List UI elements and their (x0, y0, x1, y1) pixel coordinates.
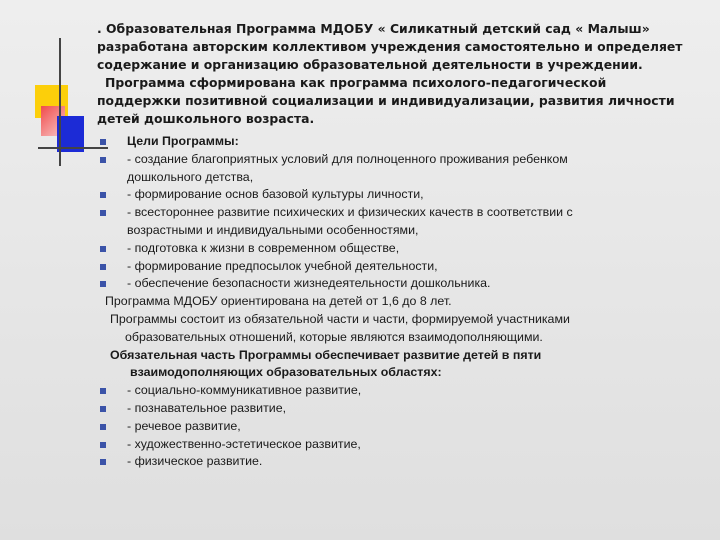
intro-line: детей дошкольного возраста. (97, 111, 315, 126)
bullet-square-icon (100, 388, 106, 394)
goal-item (100, 151, 700, 187)
goal-item (100, 275, 700, 293)
goals-title: Цели Программы: (127, 134, 239, 148)
bullet-square-icon (100, 406, 106, 412)
intro-line: Программа сформирована как программа психолого-педагогической (105, 75, 607, 90)
bullet-square-icon (100, 192, 106, 198)
structure-line: Программы состоит из обязательной части и части, формируемой участниками (110, 311, 570, 326)
intro-line: разработана авторским коллективом учреждения самостоятельно и определяет (97, 39, 683, 54)
goal-item-line: - подготовка к жизни в современном обществе, (127, 240, 400, 255)
structure-line: образовательных отношений, которые являются взаимодополняющими. (125, 329, 543, 344)
area-item-label: - художественно-эстетическое развитие, (127, 436, 361, 451)
decorative-horizontal-line (38, 147, 108, 149)
area-item (100, 418, 700, 436)
goal-item-line: - создание благоприятных условий для полноценного проживания ребенком (127, 151, 568, 166)
bullet-square-icon (100, 210, 106, 216)
goal-item-line: дошкольного детства, (127, 169, 254, 184)
area-item-label: - социально-коммуникативное развитие, (127, 383, 362, 398)
goal-item-line: - обеспечение безопасности жизнедеятельности дошкольника. (127, 276, 491, 291)
goal-item-line: возрастными и индивидуальными особенностями, (127, 222, 419, 237)
area-item (100, 382, 700, 400)
structure-paragraph (100, 311, 700, 347)
intro-paragraph (97, 20, 697, 128)
mandatory-line: Обязательная часть Программы обеспечивает развитие детей в пяти (110, 347, 542, 362)
bullet-square-icon (100, 264, 106, 270)
intro-line: . Образовательная Программа МДОБУ « Силикатный детский сад « Малыш» (97, 21, 650, 36)
bullet-square-icon (100, 281, 106, 287)
bullet-square-icon (100, 459, 106, 465)
area-item-label: - физическое развитие. (127, 454, 263, 469)
bullet-square-icon (100, 424, 106, 430)
goal-item (100, 258, 700, 276)
bullet-square-icon (100, 442, 106, 448)
goal-item-line: - всестороннее развитие психических и физических качеств в соответствии с (127, 205, 573, 220)
area-item (100, 436, 700, 454)
goal-item (100, 204, 700, 240)
mandatory-line: взаимодополняющих образовательных областях: (130, 365, 442, 380)
program-content (100, 133, 700, 471)
intro-line: поддержки позитивной социализации и индивидуализации, развития личности (97, 93, 675, 108)
area-item-label: - познавательное развитие, (127, 400, 287, 415)
intro-line: содержание и организацию образовательной деятельности в учреждении. (97, 57, 643, 72)
mandatory-part-paragraph (100, 347, 700, 383)
bullet-square-icon (100, 246, 106, 252)
bullet-square-icon (100, 139, 106, 145)
goal-item (100, 240, 700, 258)
area-item (100, 453, 700, 471)
bullet-square-icon (100, 157, 106, 163)
goal-item (100, 186, 700, 204)
goal-item-line: - формирование предпосылок учебной деятельности, (127, 258, 438, 273)
age-paragraph: Программа МДОБУ ориентирована на детей от 1,6 до 8 лет. (105, 294, 452, 309)
area-item-label: - речевое развитие, (127, 418, 241, 433)
goal-item-line: - формирование основ базовой культуры личности, (127, 187, 424, 202)
area-item (100, 400, 700, 418)
goals-title-row (100, 133, 700, 151)
